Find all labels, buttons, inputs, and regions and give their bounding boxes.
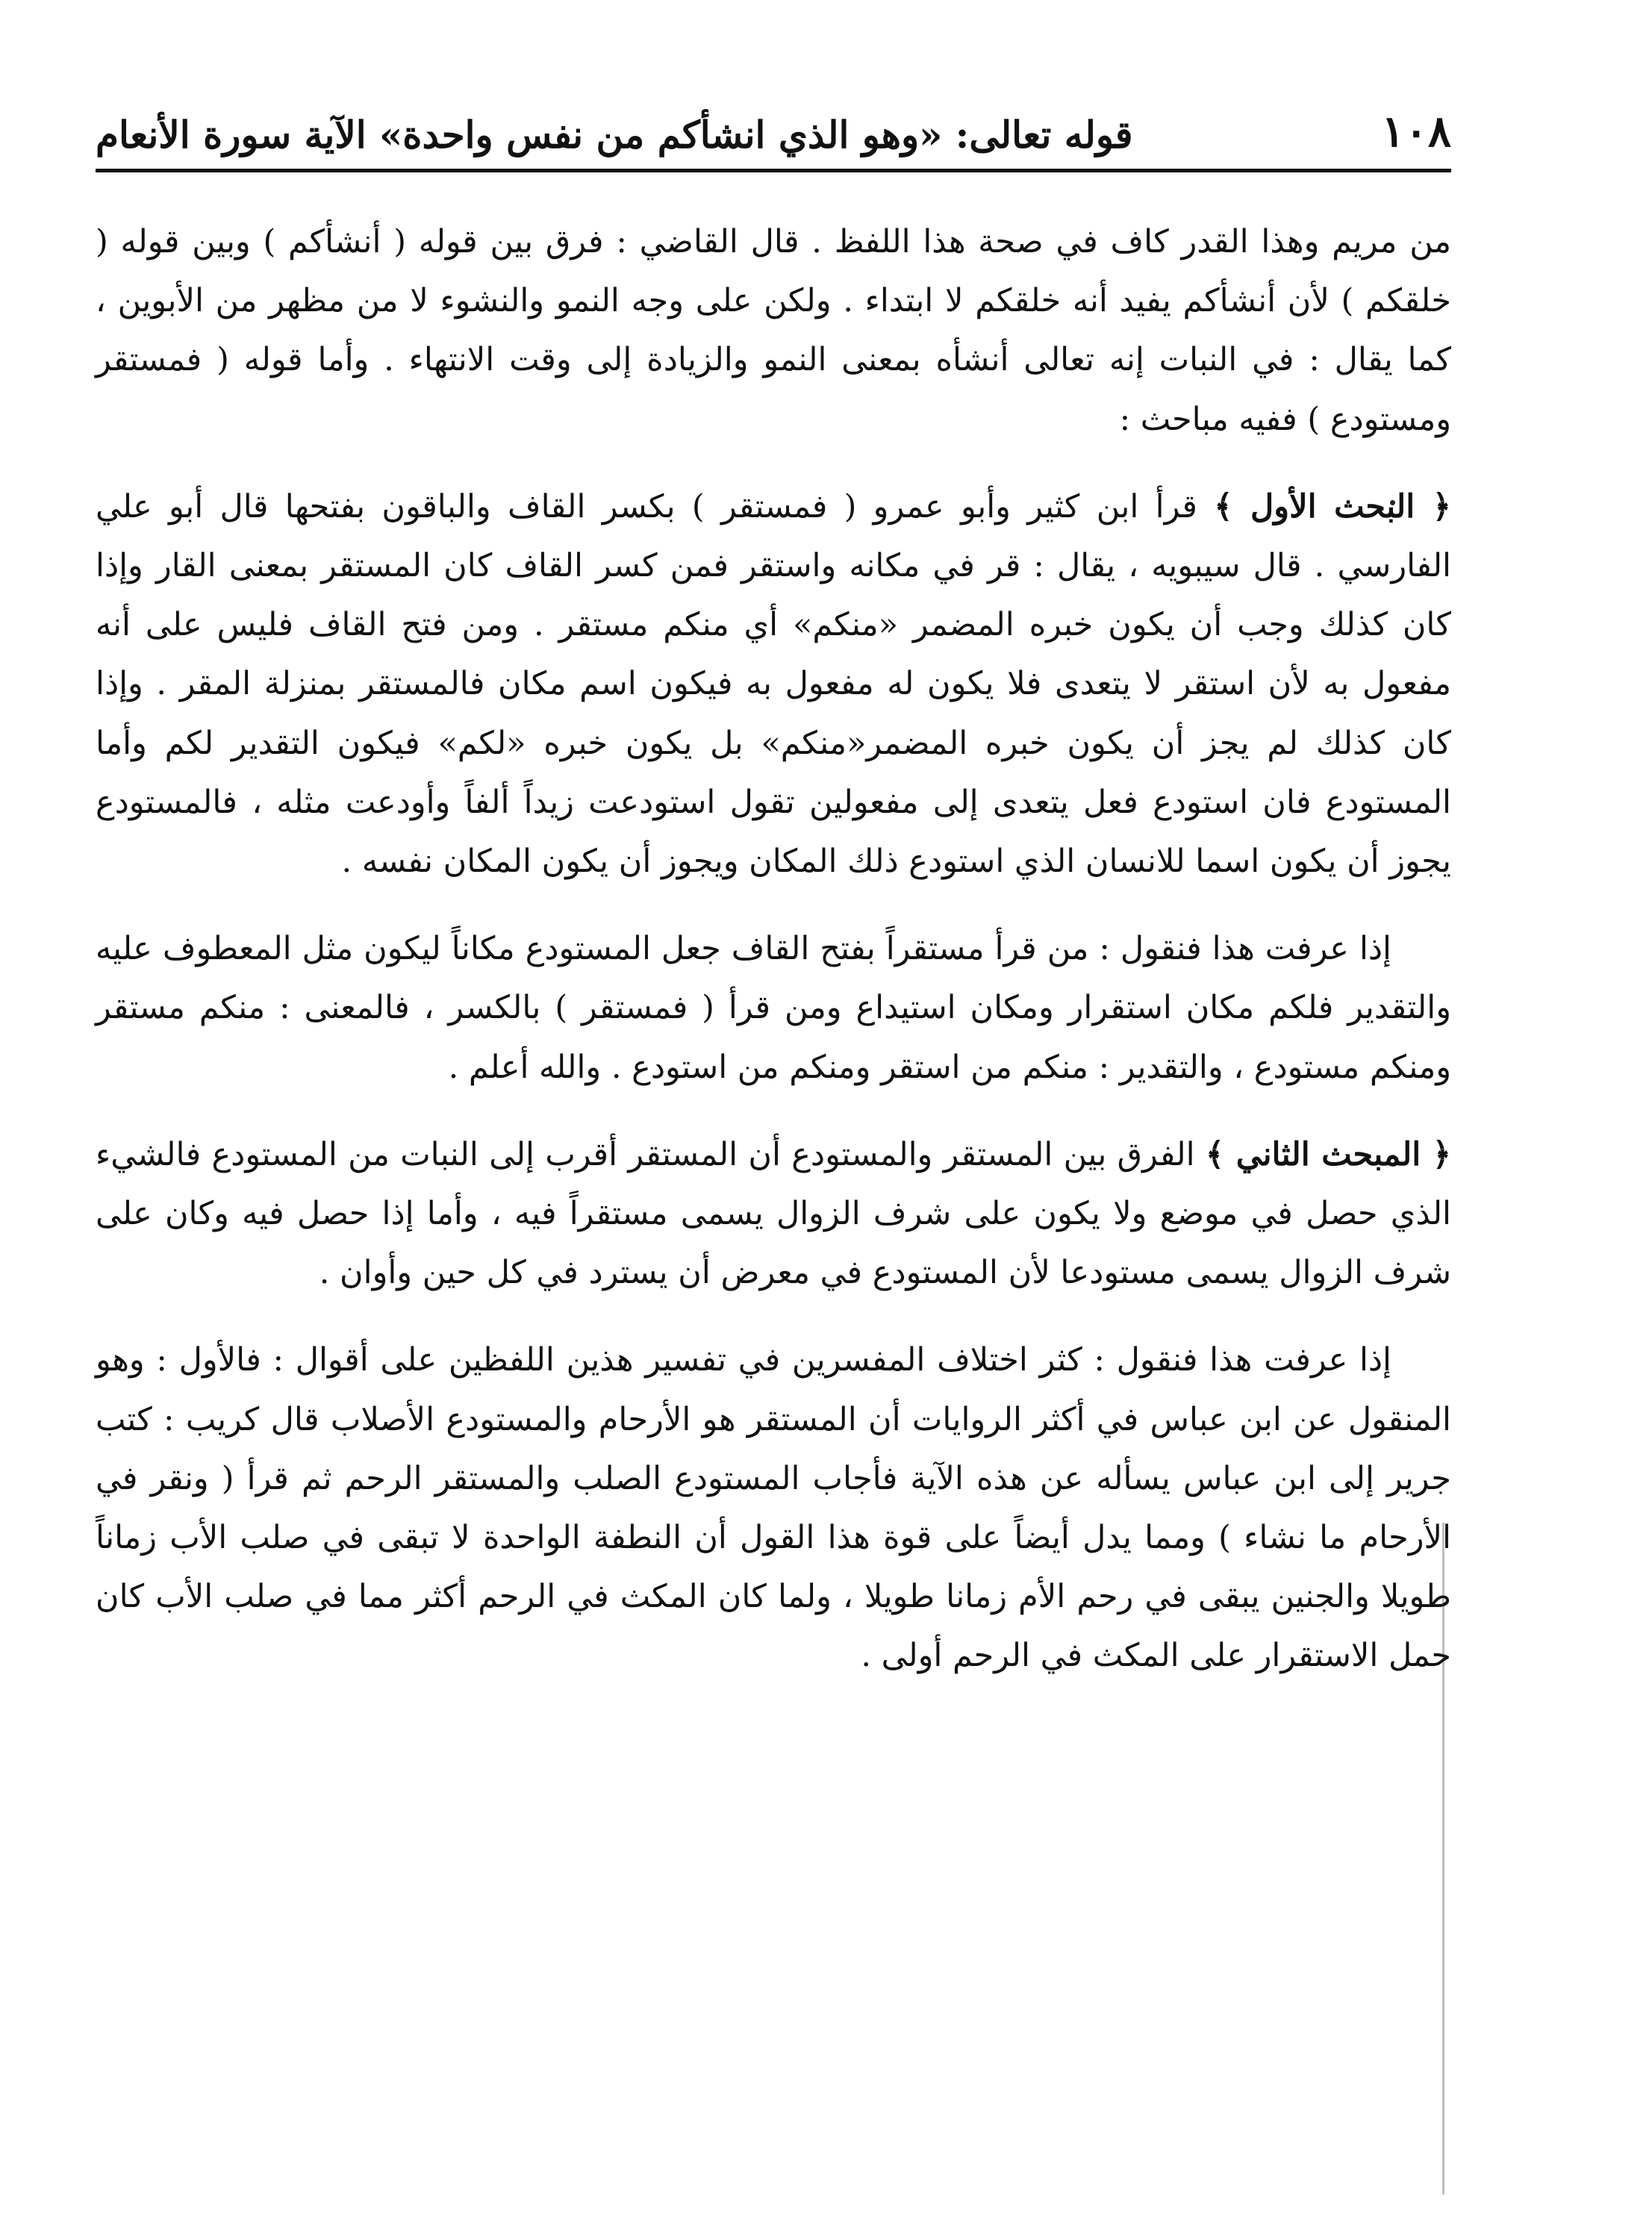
paragraph-text: الفرق بين المستقر والمستودع أن المستقر أقرب إلى النبات من المستودع فالشيء الذي حصل في موضع ولا يكون على شرف الزوال يسمى مستقراً فيه ، وأما إذا حصل فيه وكان على شرف الزوال يسمى مستودعا لأن المستودع في معرض أن يسترد في كل حين وأوان .: [96, 1135, 1451, 1292]
paragraph-text: من مريم وهذا القدر كاف في صحة هذا اللفظ . قال القاضي : فرق بين قوله ( أنشأكم ) وبين قوله ( خلقكم ) لأن أنشأكم يفيد أنه خلقكم لا ابتداء . ولكن على وجه النمو والنشوء لا من مظهر من الأبوين ، كما يقال : في النبات إنه تعالى أنشأه بمعنى النمو والزيادة إلى وقت الانتهاء . وأما قوله ( فمستقر ومستودع ) ففيه مباحث :: [96, 223, 1451, 438]
header-rule: [96, 169, 1451, 172]
paragraph-text: إذا عرفت هذا فنقول : من قرأ مستقراً بفتح القاف جعل المستودع مكاناً ليكون مثل المعطوف عليه والتقدير فلكم مكان استقرار ومكان استيداع ومن قرأ ( فمستقر ) بالكسر ، فالمعنى : منكم مستقر ومنكم مستودع ، والتقدير : منكم من استقر ومنكم من استودع . والله أعلم .: [96, 930, 1451, 1086]
page-number: ١٠٨: [1381, 106, 1451, 157]
paragraph-reading-explanation: [96, 920, 1451, 1097]
section-heading-second: ﴿ المبحث الثاني ﴾: [1205, 1135, 1451, 1173]
running-title: قوله تعالى: «وهو الذي انشأكم من نفس واحدة» الآية سورة الأنعام: [96, 113, 1133, 157]
page-header: [96, 97, 1451, 157]
paragraph-intro: [96, 213, 1451, 449]
paragraph-gap: [96, 1097, 1451, 1126]
paragraph-gap: [96, 1302, 1451, 1331]
paragraph-text: قرأ ابن كثير وأبو عمرو ( فمستقر ) بكسر القاف والباقون بفتحها قال أبو علي الفارسي . قال سيبويه ، يقال : قر في مكانه واستقر فمن كسر القاف كان المستقر بمعنى القار وإذا كان كذلك وجب أن يكون خبره المضمر «منكم» أي منكم مستقر . ومن فتح القاف فليس على أنه مفعول به لأن استقر لا يتعدى فلا يكون له مفعول به فيكون اسم مكان فالمستقر بمنزلة المقر . وإذا كان كذلك لم يجز أن يكون خبره المضمر«منكم» بل يكون خبره «لكم» فيكون التقدير لكم وأما المستودع فان استودع فعل يتعدى إلى مفعولين تقول استودعت زيداً ألفاً وأودعت مثله ، فالمستودع يجوز أن يكون اسما للانسان الذي استودع ذلك المكان ويجوز أن يكون المكان نفسه .: [96, 487, 1451, 881]
paragraph-first-discussion: [96, 478, 1451, 891]
section-heading-first: ﴿ البحث الأول ﴾: [1214, 487, 1451, 525]
paragraph-gap: [96, 449, 1451, 478]
paragraph-second-discussion: [96, 1126, 1451, 1303]
paragraph-interpretations: [96, 1331, 1451, 1685]
body-text: [96, 213, 1451, 1686]
paragraph-text: إذا عرفت هذا فنقول : كثر اختلاف المفسرين في تفسير هذين اللفظين على أقوال : فالأول : وهو المنقول عن ابن عباس في أكثر الروايات أن المستقر هو الأرحام والمستودع الأصلاب قال كريب : كتب جرير إلى ابن عباس يسأله عن هذه الآية فأجاب المستودع الصلب والمستقر الرحم ثم قرأ ( ونقر في الأرحام ما نشاء ) ومما يدل أيضاً على قوة هذا القول أن النطفة الواحدة لا تبقى في صلب الأب زماناً طويلا والجنين يبقى في رحم الأم زمانا طويلا ، ولما كان المكث في الرحم أكثر مما في صلب الأب كان حمل الاستقرار على المكث في الرحم أولى .: [96, 1341, 1451, 1675]
paragraph-gap: [96, 891, 1451, 920]
